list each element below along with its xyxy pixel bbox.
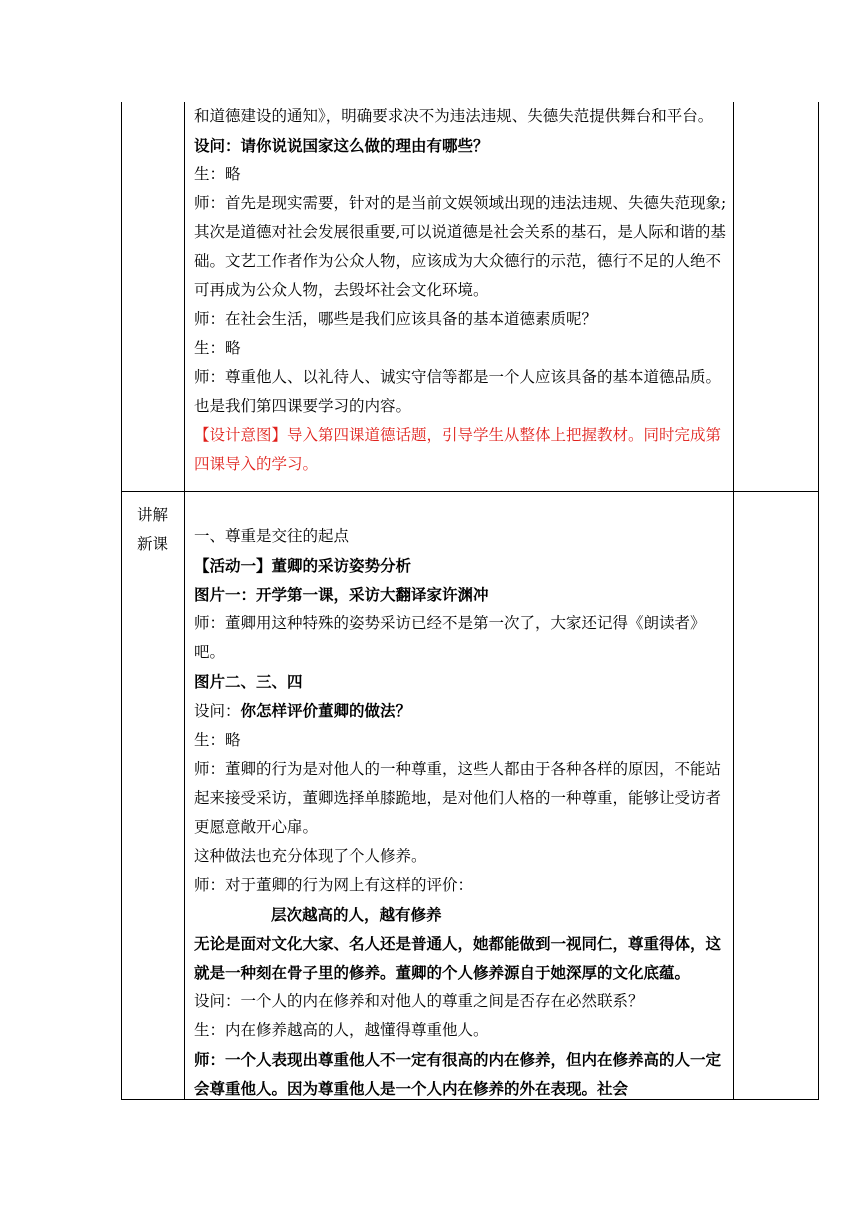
content-line-text: 无论是面对文化大家、名人还是普通人，她都能做到一视同仁，尊重得体，这就是一种刻在骨子里的修养。董卿的个人修养源自于她深厚的文化底蕴。 [194, 934, 722, 982]
content-line [194, 551, 728, 580]
content-line-text: 设问： [194, 702, 241, 720]
content-line [194, 987, 728, 1016]
content-line-text: 师：对于董卿的行为网上有这样的评价： [194, 876, 474, 894]
content-line [194, 580, 728, 609]
content-line [194, 334, 728, 363]
content-line-text: 生：内在修养越高的人，越懂得尊重他人。 [194, 1021, 489, 1039]
intro-content [194, 102, 728, 479]
content-line-text: 师：董卿用这种特殊的姿势采访已经不是第一次了，大家还记得《朗读者》吧。 [194, 614, 706, 661]
content-line [194, 305, 728, 334]
section-label-line1: 讲解 [136, 506, 168, 524]
content-line [194, 667, 728, 696]
content-line [194, 189, 728, 305]
section-label-line2: 新课 [136, 535, 168, 553]
content-line [194, 609, 728, 667]
content-line-text: 一、尊重是交往的起点 [194, 527, 350, 545]
content-line [194, 871, 728, 900]
content-line [194, 421, 728, 479]
content-line-text: 生：略 [194, 731, 241, 749]
content-line [194, 900, 728, 929]
table-border-right [818, 102, 819, 1100]
content-line [194, 726, 728, 755]
content-line [194, 929, 728, 987]
content-line-text: 图片一：开学第一课，采访大翻译家许渊冲 [194, 585, 489, 604]
table-row-divider [121, 491, 819, 492]
table-border-inner [184, 102, 185, 1100]
table-border-left [121, 102, 122, 1100]
content-line-emphasis: 你怎样评价董卿的做法？ [240, 701, 412, 720]
content-line [194, 696, 728, 726]
content-line-text: 和道德建设的通知》，明确要求决不为违法违规、失德失范提供舞台和平台。 [194, 107, 714, 125]
content-line [194, 1045, 728, 1103]
content-line-text: 设问：一个人的内在修养和对他人的尊重之间是否存在必然联系？ [194, 992, 644, 1010]
content-line-text: 师：在社会生活，哪些是我们应该具备的基本道德素质呢？ [194, 310, 598, 328]
content-line [194, 522, 728, 551]
content-line [194, 363, 728, 421]
content-line [194, 842, 728, 871]
content-line-text: 【设计意图】导入第四课道德话题，引导学生从整体上把握教材。同时完成第四课导入的学习。 [194, 426, 722, 473]
content-line [194, 160, 728, 189]
content-line-text: 生：略 [194, 339, 241, 357]
content-line-text: 师：一个人表现出尊重他人不一定有很高的内在修养，但内在修养高的人一定会尊重他人。因为尊重他人是一个人内在修养的外在表现。社会 [194, 1050, 722, 1098]
content-line-text: 图片二、三、四 [194, 672, 303, 691]
content-line-text: 师：首先是现实需要，针对的是当前文娱领域出现的违法违规、失德失范现象;其次是道德对社会发展很重要,可以说道德是社会关系的基石，是人际和谐的基础。文艺工作者作为公众人物，应该成为大众德行的示范，德行不足的人绝不可再成为公众人物，去毁坏社会文化环境。 [194, 194, 727, 299]
content-line-text: 【活动一】董卿的采访姿势分析 [194, 556, 412, 575]
content-line-text: 师：董卿的行为是对他人的一种尊重，这些人都由于各种各样的原因，不能站起来接受采访，董卿选择单膝跪地，是对他们人格的一种尊重，能够让受访者更愿意敞开心扉。 [194, 760, 722, 836]
content-line-text: 设问：请你说说国家这么做的理由有哪些？ [194, 136, 489, 155]
content-line [194, 102, 728, 131]
lesson-content [194, 522, 728, 1103]
content-line-text: 层次越高的人，越有修养 [271, 905, 442, 924]
content-line-text: 生：略 [194, 165, 241, 183]
content-line-text: 师：尊重他人、以礼待人、诚实守信等都是一个人应该具备的基本道德品质。也是我们第四课要学习的内容。 [194, 368, 722, 415]
content-line-text: 这种做法也充分体现了个人修养。 [194, 847, 427, 865]
content-line [194, 131, 728, 160]
content-line [194, 1016, 728, 1045]
section-label [121, 491, 184, 559]
table-border-content-right [733, 102, 734, 1100]
content-line [194, 755, 728, 842]
